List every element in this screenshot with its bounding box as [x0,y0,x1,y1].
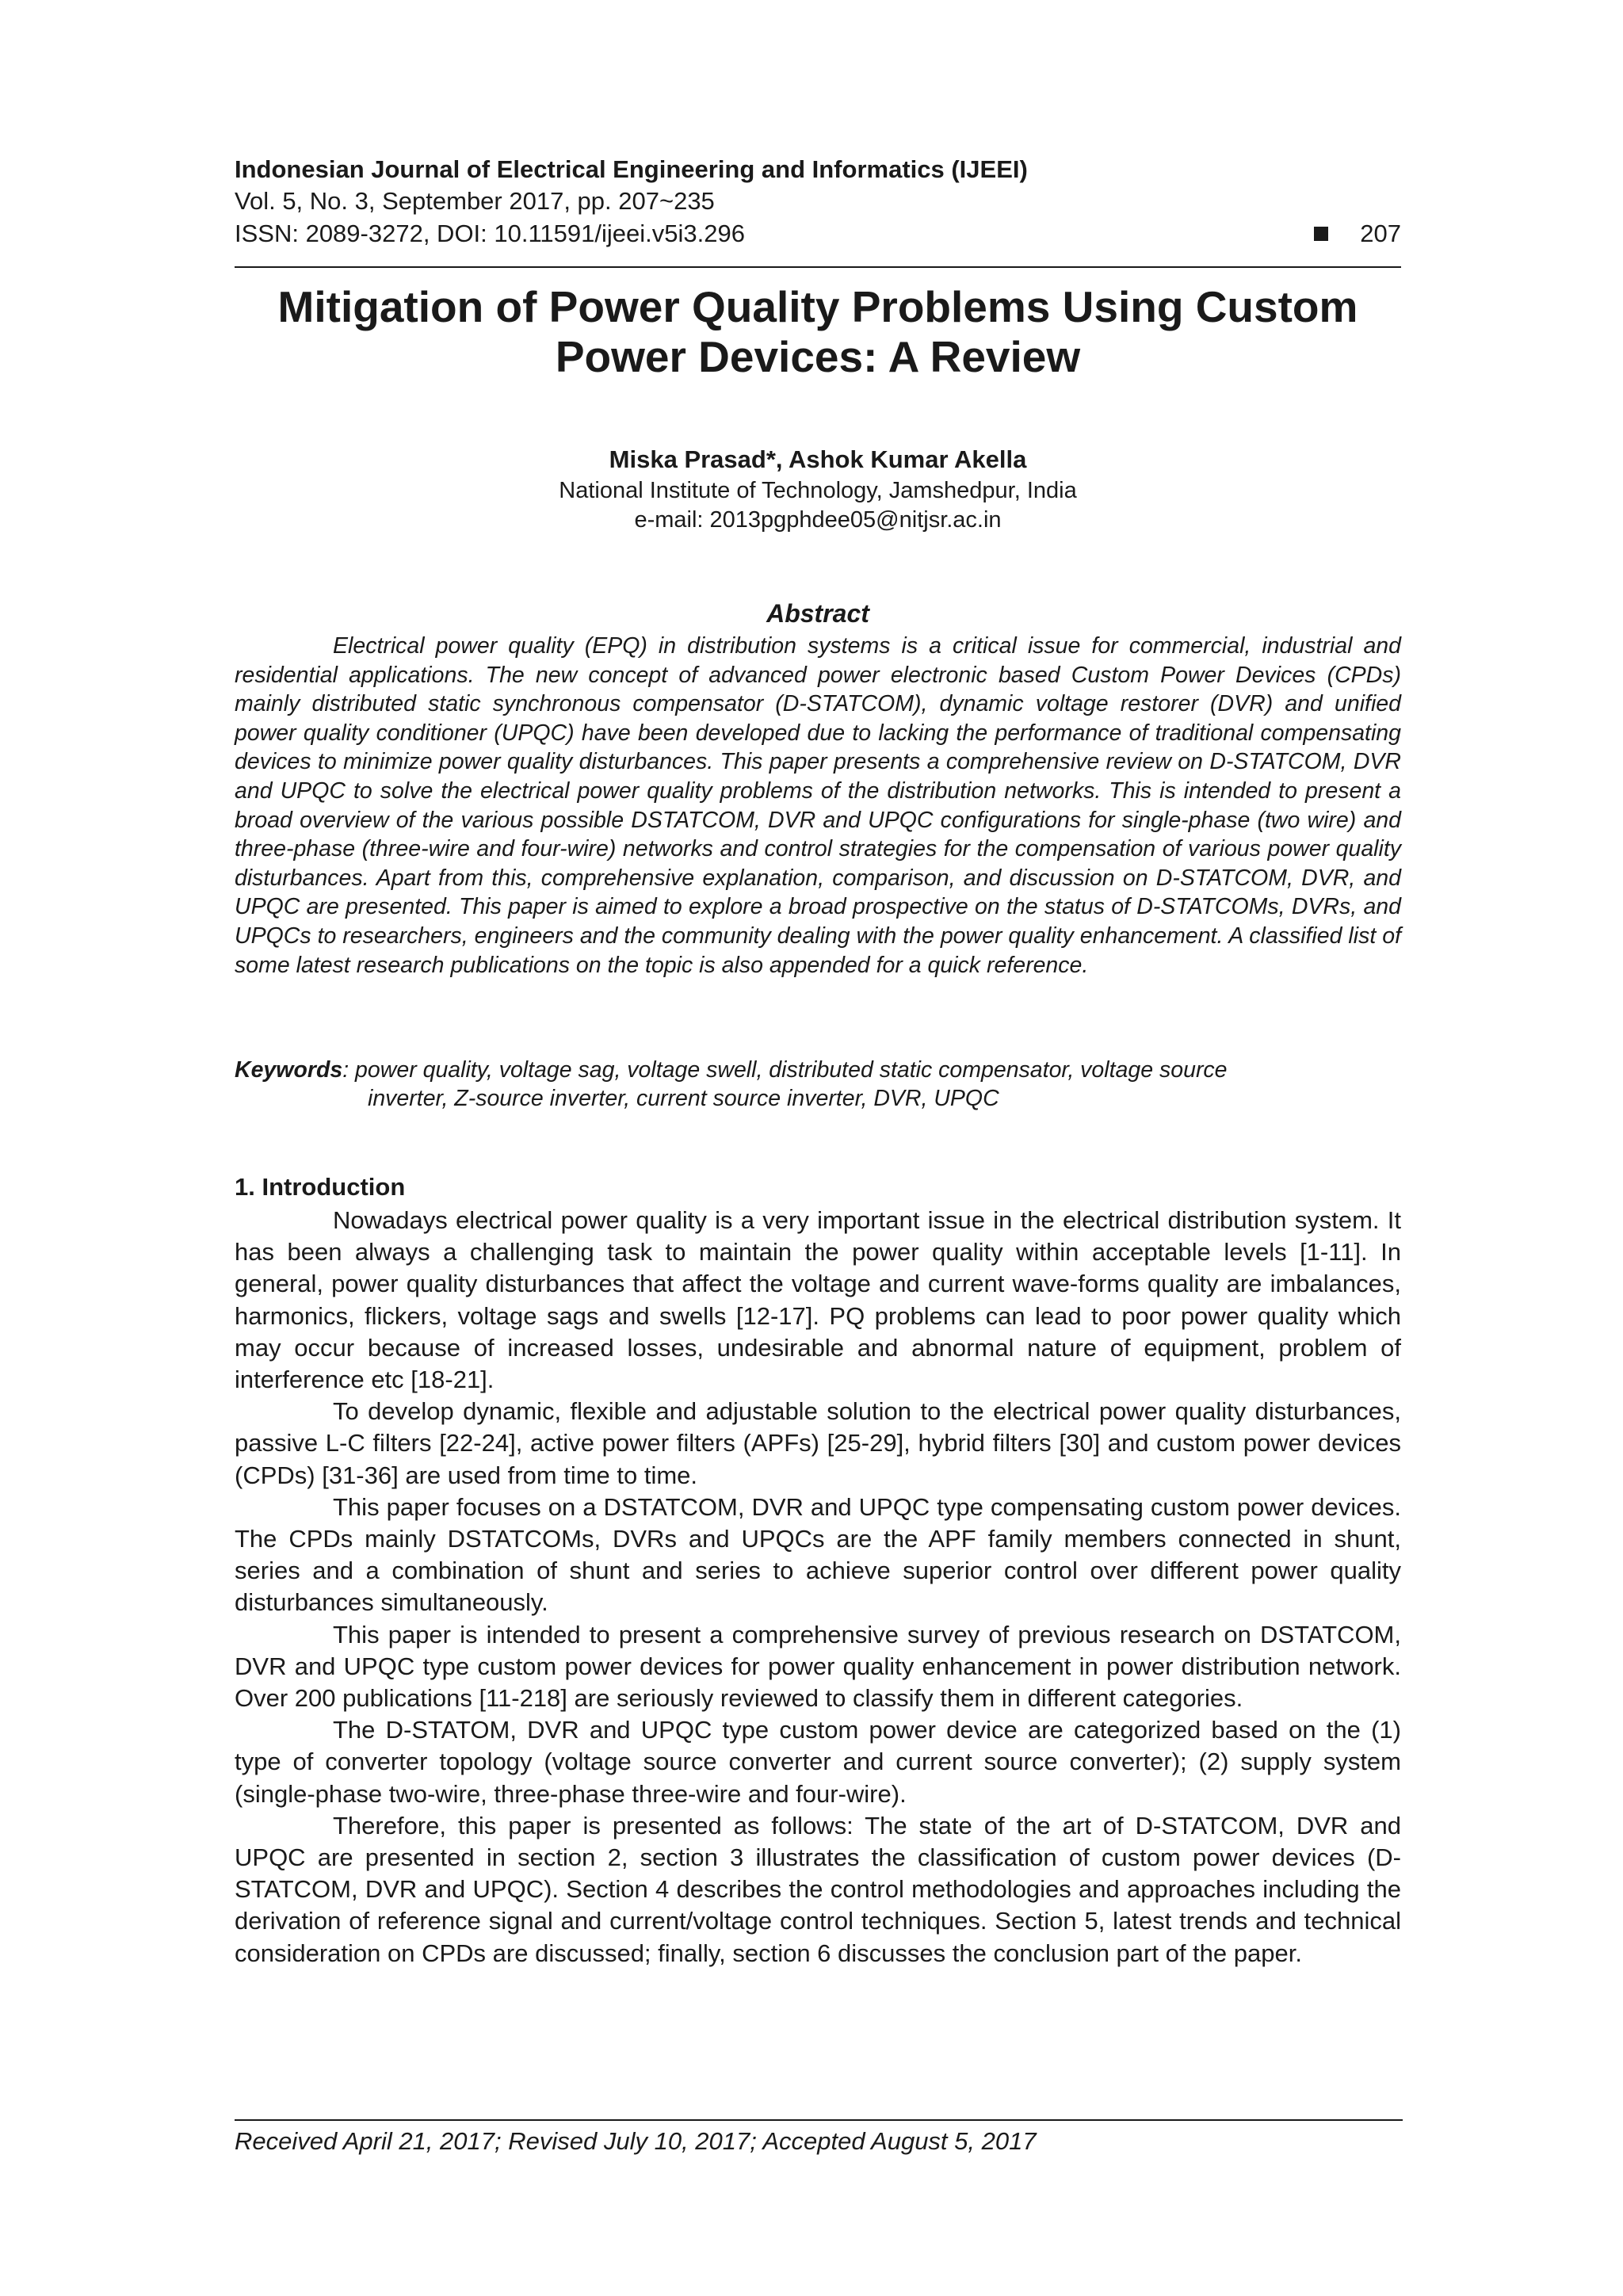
abstract-heading: Abstract [766,599,869,628]
keywords-line-2: inverter, Z-source inverter, current source inverter, DVR, UPQC [368,1086,999,1111]
keywords-text-1: : power quality, voltage sag, voltage swell, distributed static compensator, voltage source [342,1057,1228,1083]
page-number-block [1314,220,1401,248]
intro-paragraph-3: This paper focuses on a DSTATCOM, DVR and UPQC type compensating custom power devices. The CPDs mainly DSTATCOMs, DVRs and UPQCs are the APF family members connected in shunt, series and a combination of shunt and series to achieve superior control over different power quality disturbances simultaneously. [235,1492,1401,1617]
intro-paragraph-4: This paper is intended to present a comprehensive survey of previous research on DSTATCOM, DVR and UPQC type custom power devices for power quality enhancement in power distribution network. Over 200 publications [11-218] are seriously reviewed to classify them in different categories. [235,1620,1401,1713]
journal-issn-doi: ISSN: 2089-3272, DOI: 10.11591/ijeei.v5i3.296 [235,220,745,247]
paper-title-line-2: Power Devices: A Review [555,332,1081,381]
intro-paragraph-2: To develop dynamic, flexible and adjustable solution to the electrical power quality disturbances, passive L-C filters [22-24], active power filters (APFs) [25-29], hybrid filters [30] and custom power devices (CPDs) [31-36] are used from time to time. [235,1397,1401,1489]
intro-paragraph-5: The D-STATOM, DVR and UPQC type custom power device are categorized based on the (1) type of converter topology (voltage source converter and current source converter); (2) supply system (single-phase two-wire, three-phase three-wire and four-wire). [235,1716,1401,1808]
intro-paragraph-6: Therefore, this paper is presented as follows: The state of the art of D-STATCOM, DVR and UPQC are presented in section 2, section 3 illustrates the classification of custom power devices (D-STATCOM, DVR and UPQC). Section 4 describes the control methodologies and approaches including the derivation of reference signal and current/voltage control techniques. Section 5, latest trends and technical consideration on CPDs are discussed; finally, section 6 discusses the conclusion part of the paper. [235,1811,1401,1967]
keywords-label: Keywords [235,1057,343,1083]
journal-name: Indonesian Journal of Electrical Engineering and Informatics (IJEEI) [235,155,1028,183]
introduction-body [235,1205,1401,1969]
author-email: e-mail: 2013pgphdee05@nitjsr.ac.in [634,507,1002,533]
page-number: 207 [1360,220,1401,247]
received-dates: Received April 21, 2017; Revised July 10, 2017; Accepted August 5, 2017 [235,2127,1037,2155]
section-heading-introduction: 1. Introduction [235,1173,406,1201]
keywords-line-1 [235,1056,1401,1084]
keywords [235,1056,1401,1113]
journal-volume: Vol. 5, No. 3, September 2017, pp. 207~235 [235,187,715,215]
paper-title [235,282,1401,382]
square-bullet-icon [1314,227,1328,241]
paper-title-line-1: Mitigation of Power Quality Problems Using Custom [277,282,1358,331]
header-divider [235,266,1401,268]
intro-paragraph-1: Nowadays electrical power quality is a very important issue in the electrical distribution system. It has been always a challenging task to maintain the power quality within acceptable levels [1-11]. In general, power quality disturbances that affect the voltage and current wave-forms quality are imbalances, harmonics, flickers, voltage sags and swells [12-17]. PQ problems can lead to poor power quality which may occur because of increased losses, undesirable and abnormal nature of equipment, problem of interference etc [18-21]. [235,1206,1401,1394]
authors: Miska Prasad*, Ashok Kumar Akella [609,445,1027,473]
affiliation: National Institute of Technology, Jamshedpur, India [559,478,1077,503]
footer-divider [235,2119,1403,2121]
abstract-text: Electrical power quality (EPQ) in distribution systems is a critical issue for commercial, industrial and residential applications. The new concept of advanced power electronic based Custom Power Devices (CPDs) mainly distributed static synchronous compensator (D-STATCOM), dynamic voltage restorer (DVR) and unified power quality conditioner (UPQC) have been developed due to lacking the performance of traditional compensating devices to minimize power quality disturbances. This paper presents a comprehensive review on D-STATCOM, DVR and UPQC to solve the electrical power quality problems of the distribution networks. This is intended to present a broad overview of the various possible DSTATCOM, DVR and UPQC configurations for single-phase (two wire) and three-phase (three-wire and four-wire) networks and control strategies for the compensation of various power quality disturbances. Apart from this, comprehensive explanation, comparison, and discussion on D-STATCOM, DVR, and UPQC are presented. This paper is aimed to explore a broad prospective on the status of D-STATCOMs, DVRs, and UPQCs to researchers, engineers and the community dealing with the power quality enhancement. A classified list of some latest research publications on the topic is also appended for a quick reference. [235,633,1401,978]
